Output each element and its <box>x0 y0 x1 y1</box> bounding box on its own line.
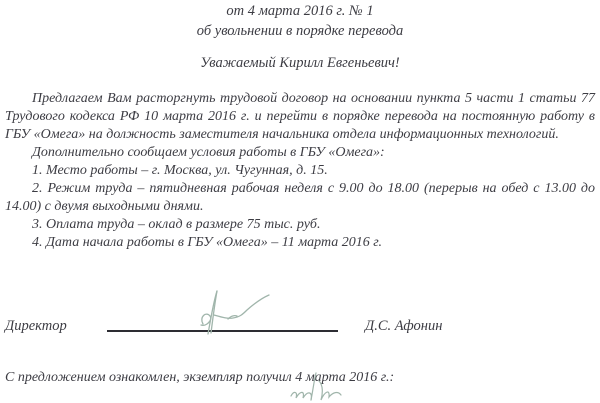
list-item-workplace: 1. Место работы – г. Москва, ул. Чугунная, д. 15. <box>32 163 328 178</box>
ref-line: от 4 марта 2016 г. № 1 <box>226 3 374 19</box>
body-paragraph: Предлагаем Вам расторгнуть трудовой договор на основании пункта 5 части 1 статьи 77 Трудового кодекса РФ 10 марта 2016 г. и перейти в порядке перевода на постоянную работу в ГБУ «Омега» на должность заместителя начальника отдела информационных технологий. <box>5 91 595 142</box>
list-item-salary: 3. Оплата труда – оклад в размере 75 тыс. руб. <box>32 217 321 232</box>
director-name: Д.С. Афонин <box>365 318 443 334</box>
acknowledgement-line: С предложением ознакомлен, экземпляр получил 4 марта 2016 г.: <box>5 370 395 385</box>
document-body <box>5 90 595 252</box>
recipient-signature-icon <box>283 371 353 403</box>
director-role-label: Директор <box>5 318 67 334</box>
list-item-schedule: 2. Режим труда – пятидневная рабочая неделя с 9.00 до 18.00 (перерыв на обед с 13.00 до 14.00) с двумя выходными днями. <box>5 181 595 214</box>
signature-row <box>0 317 600 337</box>
list-item-start-date: 4. Дата начала работы в ГБУ «Омега» – 11 марта 2016 г. <box>32 235 382 250</box>
body-paragraph: Дополнительно сообщаем условия работы в ГБУ «Омега»: <box>32 145 385 160</box>
salutation: Уважаемый Кирилл Евгеньевич! <box>200 55 400 71</box>
subject-line: об увольнении в порядке перевода <box>196 23 404 39</box>
director-signature-icon <box>183 286 275 336</box>
document-header <box>0 1 600 41</box>
